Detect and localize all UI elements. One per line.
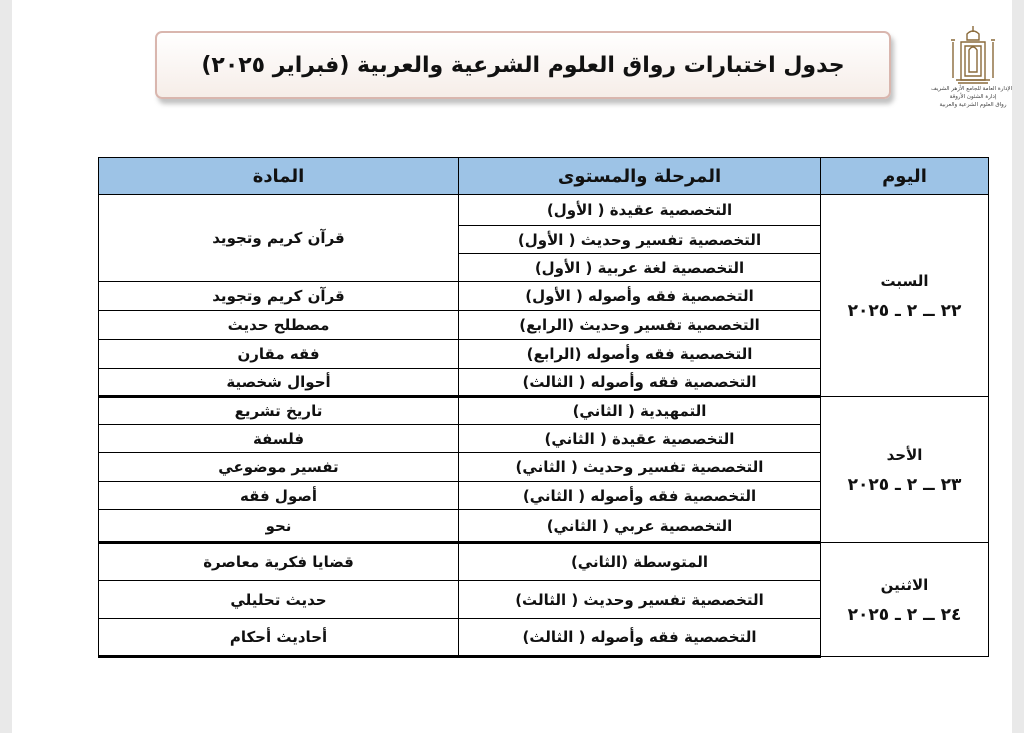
table-row xyxy=(99,397,989,425)
subject-cell: فلسفة xyxy=(99,425,459,453)
level-cell: التخصصية فقه وأصوله ( الثاني) xyxy=(459,482,821,510)
level-cell: التخصصية تفسير وحديث ( الثاني) xyxy=(459,453,821,482)
level-cell: المتوسطة (الثاني) xyxy=(459,543,821,581)
level-cell: التخصصية فقه وأصوله ( الأول) xyxy=(459,282,821,311)
level-cell: التخصصية لغة عربية ( الأول) xyxy=(459,254,821,282)
logo-caption-line: رواق العلوم الشرعية والعربية xyxy=(939,102,1007,108)
level-cell: التخصصية عربي ( الثاني) xyxy=(459,510,821,543)
level-cell: التخصصية عقيدة ( الثاني) xyxy=(459,425,821,453)
day-name: الأحد xyxy=(886,445,923,464)
subject-cell: نحو xyxy=(99,510,459,543)
day-name: السبت xyxy=(880,271,929,290)
level-cell: التخصصية فقه وأصوله (الرابع) xyxy=(459,340,821,369)
table-header-row xyxy=(99,158,989,195)
table-row xyxy=(99,195,989,226)
day-date: ٢٢ ــ ٢ ـ ٢٠٢٥ xyxy=(847,300,962,321)
day-date: ٢٤ ــ ٢ ـ ٢٠٢٥ xyxy=(847,604,962,625)
level-cell: التخصصية تفسير وحديث (الرابع) xyxy=(459,311,821,340)
table-row xyxy=(99,543,989,581)
level-cell: التخصصية فقه وأصوله ( الثالث) xyxy=(459,619,821,657)
subject-cell: قرآن كريم وتجويد xyxy=(99,282,459,311)
subject-cell: فقه مقارن xyxy=(99,340,459,369)
subject-cell: أحاديث أحكام xyxy=(99,619,459,657)
subject-cell: قرآن كريم وتجويد xyxy=(99,195,459,282)
logo-caption-line: إدارة الشئون الأروقة xyxy=(949,94,997,100)
document-page xyxy=(12,0,1012,733)
level-cell: التخصصية تفسير وحديث ( الأول) xyxy=(459,226,821,254)
subject-cell: حديث تحليلي xyxy=(99,581,459,619)
day-cell xyxy=(821,397,989,543)
day-name: الاثنين xyxy=(880,575,929,594)
level-cell: التخصصية فقه وأصوله ( الثالث) xyxy=(459,369,821,397)
subject-cell: قضايا فكرية معاصرة xyxy=(99,543,459,581)
header-day: اليوم xyxy=(821,158,989,195)
day-cell xyxy=(821,543,989,657)
logo-caption-line: الإدارة العامة للجامع الأزهر الشريف xyxy=(931,86,1012,92)
subject-cell: مصطلح حديث xyxy=(99,311,459,340)
subject-cell: أحوال شخصية xyxy=(99,369,459,397)
exam-schedule-table xyxy=(98,157,989,658)
subject-cell: أصول فقه xyxy=(99,482,459,510)
header-level: المرحلة والمستوى xyxy=(459,158,821,195)
level-cell: التخصصية تفسير وحديث ( الثالث) xyxy=(459,581,821,619)
page-title: جدول اختبارات رواق العلوم الشرعية والعربية (فبراير ٢٠٢٥) xyxy=(201,52,845,78)
level-cell: التخصصية عقيدة ( الأول) xyxy=(459,195,821,226)
subject-cell: تاريخ تشريع xyxy=(99,397,459,425)
subject-cell: تفسير موضوعي xyxy=(99,453,459,482)
header-subject: المادة xyxy=(99,158,459,195)
logo-caption xyxy=(931,85,1012,109)
title-banner xyxy=(155,31,891,99)
level-cell: التمهيدية ( الثاني) xyxy=(459,397,821,425)
day-date: ٢٣ ــ ٢ ـ ٢٠٢٥ xyxy=(847,474,962,495)
day-cell xyxy=(821,195,989,397)
